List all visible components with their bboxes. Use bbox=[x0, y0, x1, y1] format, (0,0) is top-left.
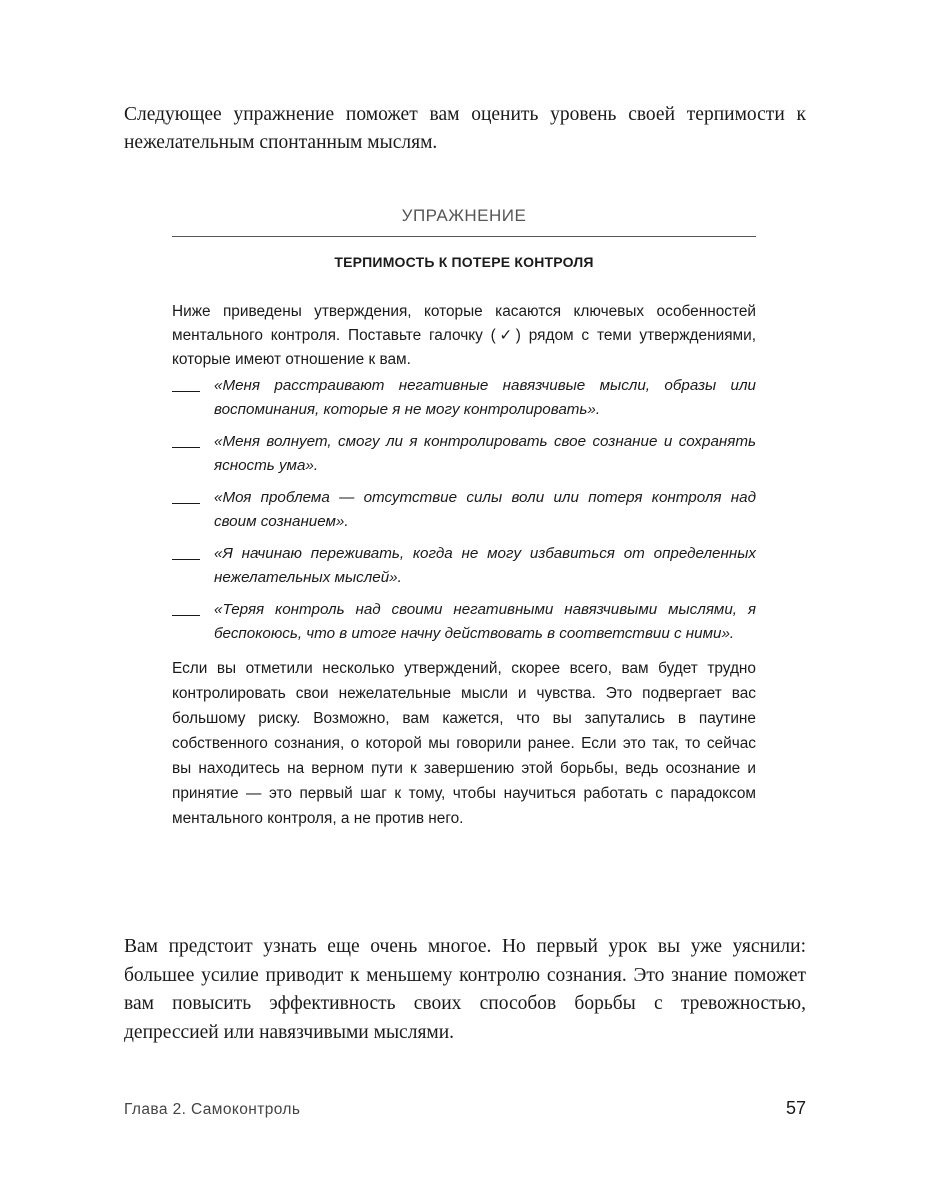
exercise-title: ТЕРПИМОСТЬ К ПОТЕРЕ КОНТРОЛЯ bbox=[334, 254, 594, 270]
statement-text: «Теряя контроль над своими негативными навязчивыми мыслями, я беспокоюсь, что в итоге начну действовать в соответствии с ними». bbox=[214, 601, 756, 642]
footer-chapter-title: Глава 2. Самоконтроль bbox=[124, 1101, 301, 1118]
statement-item bbox=[172, 374, 756, 422]
checkbox-blank[interactable] bbox=[172, 598, 200, 616]
statement-item bbox=[172, 598, 756, 646]
checkbox-blank[interactable] bbox=[172, 486, 200, 504]
checkbox-blank[interactable] bbox=[172, 542, 200, 560]
statement-item bbox=[172, 486, 756, 534]
statement-text: «Моя проблема — отсутствие силы воли или потеря контроля над своим сознанием». bbox=[214, 489, 756, 530]
checkbox-blank[interactable] bbox=[172, 430, 200, 448]
exercise-label: УПРАЖНЕНИЕ bbox=[172, 206, 756, 237]
statement-item bbox=[172, 430, 756, 478]
statement-text: «Я начинаю переживать, когда не могу избавиться от определенных нежелательных мыслей». bbox=[214, 545, 756, 586]
exercise-conclusion: Если вы отметили несколько утверждений, скорее всего, вам будет трудно контролировать свои нежелательные мысли и чувства. Это подвергает вас большому риску. Возможно, вам кажется, что вы запутались в паутине собственного сознания, о которой мы говорили ранее. Если это так, то сейчас вы находитесь на верном пути к завершению этой борьбы, ведь осознание и принятие — это первый шаг к тому, чтобы научиться работать с парадоксом ментального контроля, а не против него. bbox=[172, 660, 756, 827]
closing-paragraph: Вам предстоит узнать еще очень многое. Но первый урок вы уже уяснили: большее усилие приводит к меньшему контролю сознания. Это знание поможет вам повысить эффективность своих способов борьбы с тревожностью, депрессией или навязчивыми мыслями. bbox=[124, 936, 806, 1043]
page-number: 57 bbox=[785, 1098, 806, 1118]
exercise-box bbox=[172, 206, 756, 831]
exercise-instructions: Ниже приведены утверждения, которые касаются ключевых особенностей ментального контроля. Поставьте галочку (✓) рядом с теми утверждениями, которые имеют отношение к вам. bbox=[172, 303, 756, 368]
statement-item bbox=[172, 542, 756, 590]
statement-text: «Меня расстраивают негативные навязчивые мысли, образы или воспоминания, которые я не могу контролировать». bbox=[214, 377, 756, 418]
statement-list bbox=[172, 374, 756, 646]
intro-paragraph: Следующее упражнение поможет вам оценить уровень своей терпимости к нежелательным спонтанным мыслям. bbox=[124, 104, 806, 153]
checkbox-blank[interactable] bbox=[172, 374, 200, 392]
statement-text: «Меня волнует, смогу ли я контролировать свое сознание и сохранять ясность ума». bbox=[214, 433, 756, 474]
